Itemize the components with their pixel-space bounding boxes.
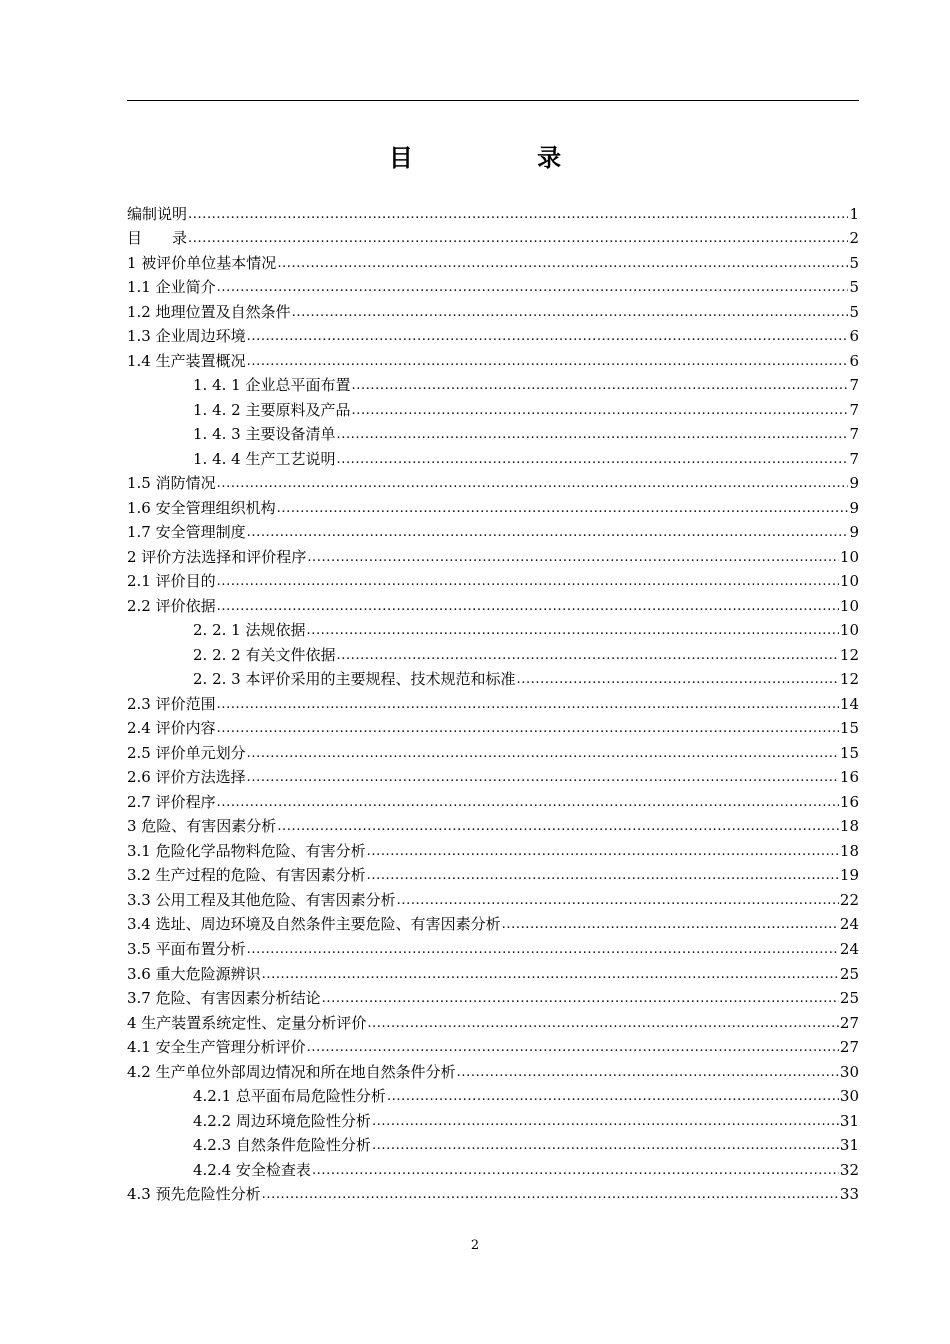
toc-leader-dots — [217, 697, 839, 713]
toc-entry-label: 2.5 评价单元划分 — [127, 743, 246, 762]
toc-entry-label: 1.4 生产装置概况 — [127, 351, 246, 370]
toc-entry[interactable] — [127, 321, 859, 346]
toc-leader-dots — [372, 1138, 839, 1154]
toc-entry-page: 2 — [849, 229, 859, 248]
header-rule — [127, 100, 859, 101]
toc-entry-page: 25 — [839, 964, 859, 983]
toc-entry[interactable] — [127, 296, 859, 321]
toc-entry-page: 15 — [839, 743, 859, 762]
toc-entry-label: 2. 2. 3 本评价采用的主要规程、技术规范和标准 — [193, 670, 516, 689]
toc-leader-dots — [307, 550, 839, 566]
toc-entry-label: 编制说明 — [127, 204, 188, 223]
toc-leader-dots — [322, 991, 839, 1007]
toc-entry[interactable] — [127, 958, 859, 983]
toc-entry-page: 33 — [839, 1185, 859, 1204]
toc-leader-dots — [217, 574, 839, 590]
toc-entry[interactable] — [127, 835, 859, 860]
toc-entry-page: 12 — [839, 670, 859, 689]
toc-entry-label: 1.3 企业周边环境 — [127, 327, 246, 346]
toc-entry[interactable] — [127, 1032, 859, 1057]
toc-leader-dots — [367, 844, 839, 860]
toc-leader-dots — [247, 746, 839, 762]
toc-entry[interactable] — [127, 541, 859, 566]
toc-entry[interactable] — [127, 419, 859, 444]
toc-entry-page: 1 — [849, 204, 859, 223]
toc-entry-page: 30 — [839, 1087, 859, 1106]
toc-entry[interactable] — [127, 247, 859, 272]
page-title: 目 录 — [388, 144, 620, 172]
toc-entry[interactable] — [127, 370, 859, 395]
toc-leader-dots — [312, 1163, 839, 1179]
toc-leader-dots — [397, 893, 839, 909]
toc-entry-label: 3.7 危险、有害因素分析结论 — [127, 989, 321, 1008]
toc-entry-label: 1.6 安全管理组织机构 — [127, 498, 276, 517]
toc-leader-dots — [307, 1040, 839, 1056]
toc-entry-label: 2.6 评价方法选择 — [127, 768, 246, 787]
toc-entry-label: 1.7 安全管理制度 — [127, 523, 246, 542]
toc-entry-label: 目 录 — [127, 229, 188, 248]
toc-entry-page: 7 — [849, 376, 859, 395]
toc-entry-label: 2.1 评价目的 — [127, 572, 216, 591]
toc-entry[interactable] — [127, 909, 859, 934]
toc-entry-label: 1.5 消防情况 — [127, 474, 216, 493]
toc-entry-label: 1. 4. 3 主要设备清单 — [193, 425, 336, 444]
toc-entry-label: 4.2 生产单位外部周边情况和所在地自然条件分析 — [127, 1062, 456, 1081]
toc-entry-page: 22 — [839, 890, 859, 909]
toc-leader-dots — [387, 1089, 839, 1105]
toc-entry-label: 4.1 安全生产管理分析评价 — [127, 1038, 306, 1057]
toc-entry-page: 7 — [849, 449, 859, 468]
toc-entry[interactable] — [127, 198, 859, 223]
toc-leader-dots — [277, 256, 848, 272]
toc-entry[interactable] — [127, 443, 859, 468]
toc-entry[interactable] — [127, 468, 859, 493]
toc-leader-dots — [247, 770, 839, 786]
toc-leader-dots — [372, 1114, 839, 1130]
toc-entry[interactable] — [127, 1179, 859, 1204]
toc-entry[interactable] — [127, 1154, 859, 1179]
toc-entry-page: 10 — [839, 547, 859, 566]
toc-entry-page: 32 — [839, 1160, 859, 1179]
toc-leader-dots — [277, 819, 839, 835]
toc-entry-page: 30 — [839, 1062, 859, 1081]
toc-leader-dots — [217, 599, 839, 615]
toc-leader-dots — [188, 231, 848, 247]
toc-entry-page: 9 — [849, 523, 859, 542]
toc-entry-label: 1.1 企业简介 — [127, 278, 216, 297]
toc-entry-page: 16 — [839, 768, 859, 787]
toc-leader-dots — [217, 280, 849, 296]
toc-entry[interactable] — [127, 517, 859, 542]
toc-entry-label: 4.2.2 周边环境危险性分析 — [193, 1111, 371, 1130]
toc-leader-dots — [217, 721, 839, 737]
toc-leader-dots — [457, 1065, 839, 1081]
toc-entry-label: 1. 4. 1 企业总平面布置 — [193, 376, 351, 395]
toc-entry-label: 2.3 评价范围 — [127, 694, 216, 713]
toc-leader-dots — [306, 623, 838, 639]
toc-entry[interactable] — [127, 811, 859, 836]
toc-leader-dots — [502, 917, 839, 933]
toc-entry[interactable] — [127, 345, 859, 370]
toc-entry-page: 31 — [839, 1136, 859, 1155]
toc-entry-label: 3.5 平面布置分析 — [127, 939, 246, 958]
toc-entry-label: 2. 2. 1 法规依据 — [193, 621, 306, 640]
toc-entry[interactable] — [127, 1105, 859, 1130]
toc-entry-page: 24 — [839, 939, 859, 958]
toc-entry-label: 1.2 地理位置及自然条件 — [127, 302, 291, 321]
toc-entry[interactable] — [127, 786, 859, 811]
toc-entry[interactable] — [127, 492, 859, 517]
toc-entry-label: 4.2.3 自然条件危险性分析 — [193, 1136, 371, 1155]
toc-entry[interactable] — [127, 639, 859, 664]
toc-leader-dots — [516, 672, 838, 688]
toc-entry-page: 19 — [839, 866, 859, 885]
toc-entry[interactable] — [127, 860, 859, 885]
toc-entry-label: 3.2 生产过程的危险、有害因素分析 — [127, 866, 366, 885]
toc-entry-page: 6 — [849, 351, 859, 370]
toc-entry-label: 2.7 评价程序 — [127, 792, 216, 811]
toc-entry-page: 9 — [849, 498, 859, 517]
toc-entry[interactable] — [127, 688, 859, 713]
toc-leader-dots — [336, 648, 838, 664]
toc-leader-dots — [351, 403, 848, 419]
toc-entry[interactable] — [127, 713, 859, 738]
toc-entry-page: 9 — [849, 474, 859, 493]
toc-entry[interactable] — [127, 762, 859, 787]
toc-entry-label: 2. 2. 2 有关文件依据 — [193, 645, 336, 664]
toc-entry[interactable] — [127, 737, 859, 762]
toc-entry-label: 4.2.1 总平面布局危险性分析 — [193, 1087, 386, 1106]
toc-entry-page: 5 — [849, 278, 859, 297]
toc-entry[interactable] — [127, 1007, 859, 1032]
toc-leader-dots — [247, 329, 849, 345]
toc-leader-dots — [217, 476, 849, 492]
toc-entry-page: 27 — [839, 1038, 859, 1057]
toc-entry-page: 5 — [849, 302, 859, 321]
toc-entry-label: 3 危险、有害因素分析 — [127, 817, 277, 836]
toc-entry-page: 10 — [839, 596, 859, 615]
toc-entry-page: 27 — [839, 1013, 859, 1032]
toc-leader-dots — [262, 967, 839, 983]
toc-entry[interactable] — [127, 933, 859, 958]
toc-entry[interactable] — [127, 664, 859, 689]
toc-leader-dots — [367, 1016, 839, 1032]
toc-leader-dots — [188, 207, 848, 223]
toc-entry-page: 24 — [839, 915, 859, 934]
toc-leader-dots — [367, 868, 839, 884]
toc-entry[interactable] — [127, 272, 859, 297]
toc-leader-dots — [277, 501, 849, 517]
page-number: 2 — [470, 1238, 480, 1253]
toc-entry-label: 2 评价方法选择和评价程序 — [127, 547, 307, 566]
toc-entry[interactable] — [127, 615, 859, 640]
toc-entry[interactable] — [127, 1130, 859, 1155]
toc-entry-page: 15 — [839, 719, 859, 738]
toc-entry-page: 31 — [839, 1111, 859, 1130]
toc-leader-dots — [351, 378, 848, 394]
toc-entry-label: 3.1 危险化学品物料危险、有害分析 — [127, 841, 366, 860]
toc-entry-page: 10 — [839, 572, 859, 591]
toc-entry-page: 7 — [849, 425, 859, 444]
toc-entry[interactable] — [127, 983, 859, 1008]
toc-entry-label: 2.2 评价依据 — [127, 596, 216, 615]
toc-leader-dots — [292, 305, 849, 321]
toc-entry-page: 12 — [839, 645, 859, 664]
toc-entry-label: 4 生产装置系统定性、定量分析评价 — [127, 1013, 367, 1032]
toc-entry-label: 3.4 选址、周边环境及自然条件主要危险、有害因素分析 — [127, 915, 501, 934]
toc-leader-dots — [247, 942, 839, 958]
toc-entry-page: 18 — [839, 841, 859, 860]
toc-leader-dots — [336, 427, 848, 443]
toc-entry-label: 3.3 公用工程及其他危险、有害因素分析 — [127, 890, 396, 909]
toc-entry-page: 16 — [839, 792, 859, 811]
toc-leader-dots — [262, 1187, 839, 1203]
toc-entry-page: 18 — [839, 817, 859, 836]
toc-leader-dots — [247, 354, 849, 370]
toc-leader-dots — [217, 795, 839, 811]
toc-entry-label: 4.2.4 安全检查表 — [193, 1160, 311, 1179]
toc-leader-dots — [336, 452, 848, 468]
toc-entry-label: 4.3 预先危险性分析 — [127, 1185, 261, 1204]
toc-entry-page: 10 — [839, 621, 859, 640]
toc-entry-label: 1 被评价单位基本情况 — [127, 253, 277, 272]
toc-entry[interactable] — [127, 590, 859, 615]
toc-entry-page: 7 — [849, 400, 859, 419]
toc-leader-dots — [247, 525, 849, 541]
toc-entry[interactable] — [127, 1056, 859, 1081]
toc-entry[interactable] — [127, 1081, 859, 1106]
toc-entry-page: 6 — [849, 327, 859, 346]
toc-entry-page: 25 — [839, 989, 859, 1008]
toc-entry-page: 5 — [849, 253, 859, 272]
toc-entry[interactable] — [127, 223, 859, 248]
toc-entry[interactable] — [127, 566, 859, 591]
toc-entry-label: 1. 4. 4 生产工艺说明 — [193, 449, 336, 468]
toc-entry-label: 2.4 评价内容 — [127, 719, 216, 738]
table-of-contents — [127, 198, 859, 1203]
toc-entry[interactable] — [127, 394, 859, 419]
toc-entry-label: 1. 4. 2 主要原料及产品 — [193, 400, 351, 419]
toc-entry-label: 3.6 重大危险源辨识 — [127, 964, 261, 983]
toc-entry-page: 14 — [839, 694, 859, 713]
toc-entry[interactable] — [127, 884, 859, 909]
